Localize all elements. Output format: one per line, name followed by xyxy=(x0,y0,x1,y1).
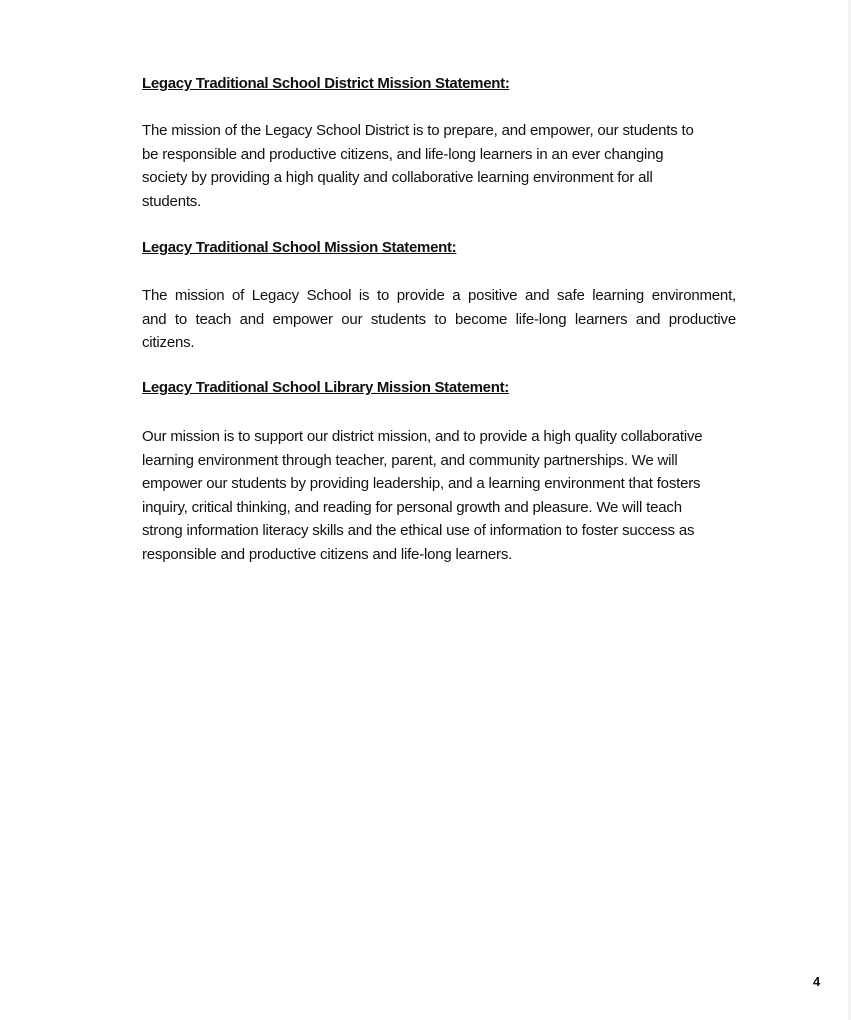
text-line: responsible and productive citizens and life-long learners. xyxy=(142,545,513,563)
library-mission-heading: Legacy Traditional School Library Mission Statement: xyxy=(142,379,509,396)
text-line: learning environment through teacher, parent, and community partnerships. We will xyxy=(142,451,678,469)
text-line: students. xyxy=(142,192,202,210)
library-mission-paragraph xyxy=(142,425,742,566)
text-line: society by providing a high quality and collaborative learning environment for all xyxy=(142,169,653,186)
school-mission-paragraph xyxy=(142,284,736,355)
text-line: empower our students by providing leadership, and a learning environment that fosters xyxy=(142,475,701,492)
page-number: 4 xyxy=(813,974,821,989)
text-line: Our mission is to support our district mission, and to provide a high quality collaborative xyxy=(142,428,703,445)
district-mission-paragraph xyxy=(142,119,742,213)
text-line: The mission of the Legacy School District is to prepare, and empower, our students to xyxy=(142,122,694,139)
text-line: be responsible and productive citizens, and life-long learners in an ever changing xyxy=(142,145,664,163)
district-mission-heading: Legacy Traditional School District Mission Statement: xyxy=(142,75,510,92)
text-line: The mission of Legacy School is to provide a positive and safe learning environment, xyxy=(142,287,736,304)
text-line: inquiry, critical thinking, and reading for personal growth and pleasure. We will teach xyxy=(142,498,682,516)
text-line: and to teach and empower our students to become life-long learners and productive xyxy=(142,310,736,328)
text-line: strong information literacy skills and the ethical use of information to foster success as xyxy=(142,522,695,539)
school-mission-heading: Legacy Traditional School Mission Statement: xyxy=(142,239,457,256)
text-line: citizens. xyxy=(142,334,195,351)
